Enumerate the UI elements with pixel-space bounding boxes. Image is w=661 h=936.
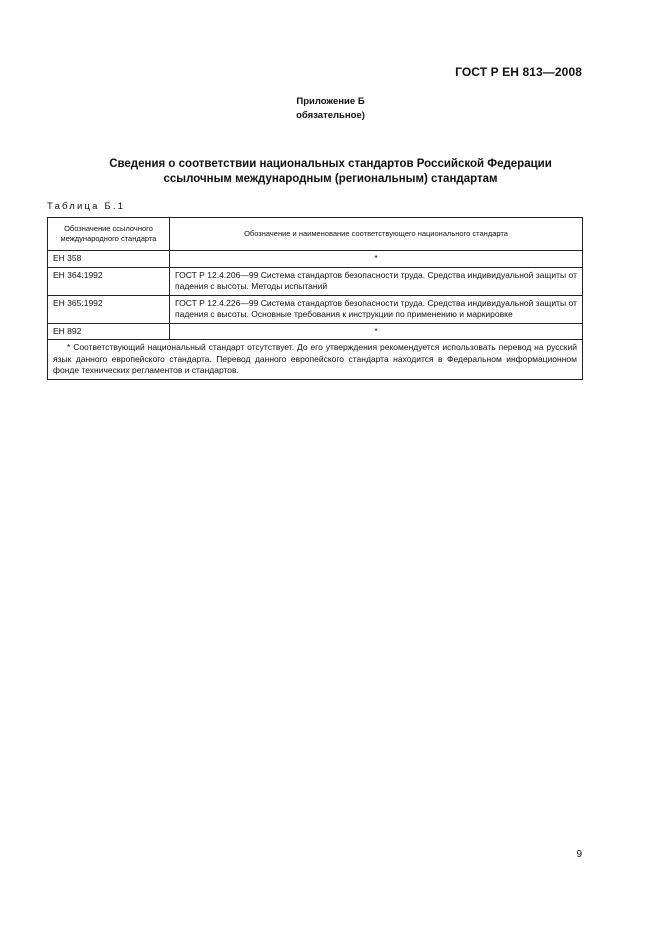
table-row xyxy=(48,323,583,340)
table-row xyxy=(48,251,583,268)
table-footnote: * Соответствующий национальный стандарт отсутствует. До его утверждения рекомендуется использовать перевод на русский язык данного европейского стандарта. Перевод данного европейского стандарта находится в Федеральном информационном фонде технических регламентов и стандартов. xyxy=(48,340,583,380)
table-row xyxy=(48,267,583,295)
international-standard-cell: ЕН 892 xyxy=(48,323,170,340)
standards-correspondence-table xyxy=(47,217,583,380)
appendix-status: обязательное) xyxy=(296,109,365,121)
appendix-label: Приложение Б xyxy=(296,96,365,107)
header-international-standard: Обозначение ссылочного международного стандарта xyxy=(48,218,170,251)
page-number: 9 xyxy=(576,849,582,860)
table-row xyxy=(48,295,583,323)
table-header-row xyxy=(48,218,583,251)
appendix-heading xyxy=(0,95,661,122)
national-standard-cell: * xyxy=(170,251,583,268)
table-footnote-row xyxy=(48,340,583,380)
national-standard-cell: * xyxy=(170,323,583,340)
section-title xyxy=(0,157,661,187)
national-standard-cell: ГОСТ Р 12.4.206—99 Система стандартов безопасности труда. Средства индивидуальной защиты от падения с высоты. Методы испытаний xyxy=(170,267,583,295)
table-caption: Таблица Б.1 xyxy=(47,201,126,212)
national-standard-cell: ГОСТ Р 12.4.226—99 Система стандартов безопасности труда. Средства индивидуальной защиты от падения с высоты. Основные требования к инструкции по применению и маркировке xyxy=(170,295,583,323)
section-title-line-1: Сведения о соответствии национальных стандартов Российской Федерации xyxy=(109,158,552,170)
international-standard-cell: ЕН 358 xyxy=(48,251,170,268)
header-national-standard: Обозначение и наименование соответствующего национального стандарта xyxy=(170,218,583,251)
section-title-line-2: ссылочным международным (региональным) стандартам xyxy=(163,173,498,185)
international-standard-cell: ЕН 364:1992 xyxy=(48,267,170,295)
document-designation: ГОСТ Р ЕН 813—2008 xyxy=(455,65,582,79)
international-standard-cell: ЕН 365:1992 xyxy=(48,295,170,323)
